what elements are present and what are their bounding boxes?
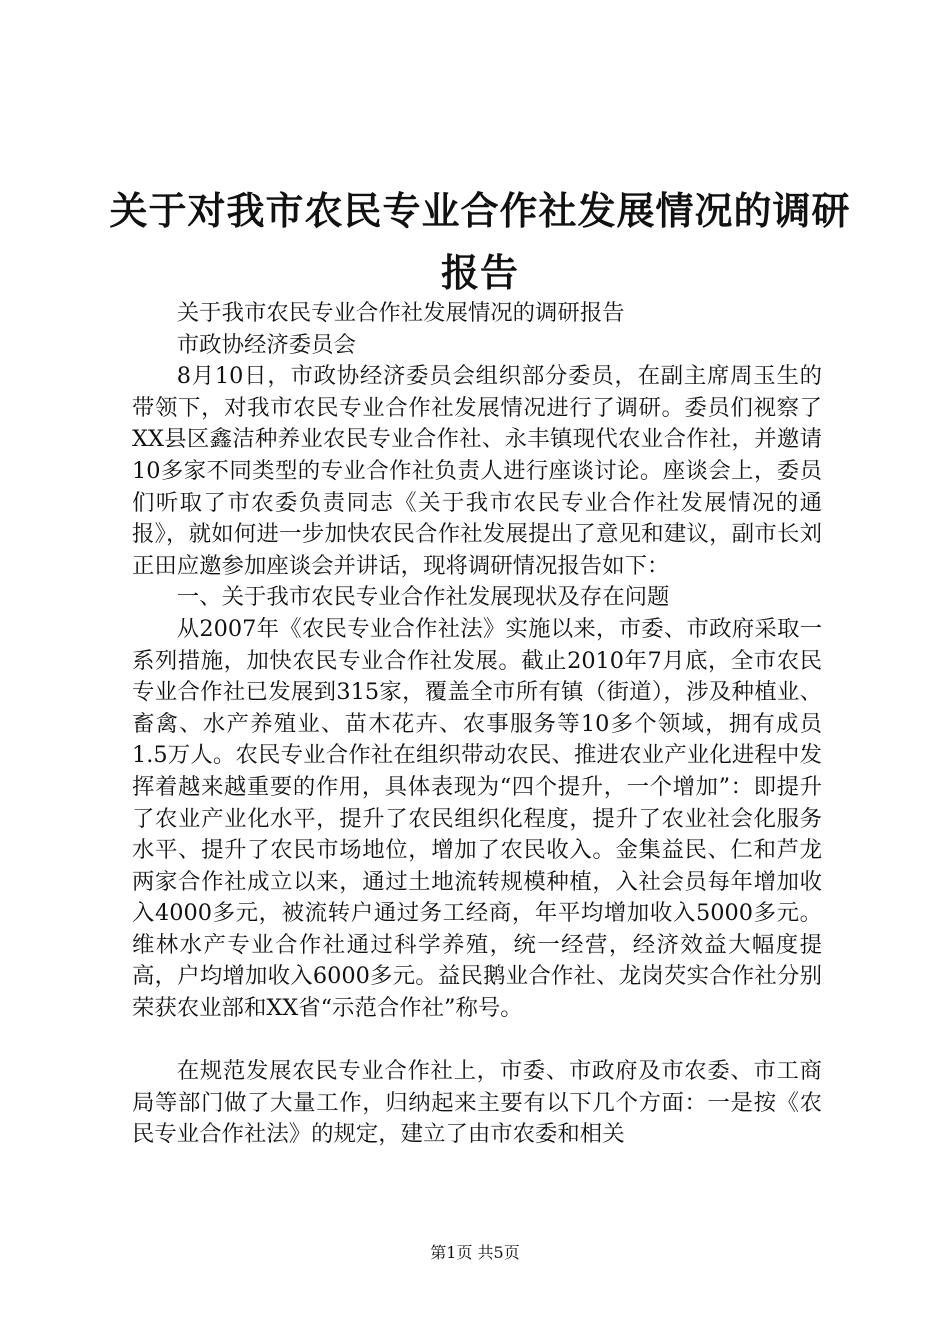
author-paragraph: 市政协经济委员会 <box>176 331 356 358</box>
page-number: 第1页 共5页 <box>430 1243 520 1262</box>
status-paragraph: 从2007年《农民专业合作社法》实施以来，市委、市政府采取一系列措施，加快农民专业合作社发展。截止2010年7月底，全市农民专业合作社已发展到315家，覆盖全市所有镇（街道），涉及种植业、畜禽、水产养殖业、苗木花卉、农事服务等10多个领域，拥有成员1.5万人。农民专业合作社在组织带动农民、推进农业产业化进程中发挥着越来越重要的作用，具体表现为“四个提升，一个增加”：即提升了农业产业化水平，提升了农民组织化程度，提升了农业社会化服务水平、提升了农民市场地位，增加了农民收入。金集益民、仁和芦龙两家合作社成立以来，通过土地流转规模种植，入社会员每年增加收入4000多元，被流转户通过务工经商，年平均增加收入5000多元。维林水产专业合作社通过科学养殖，统一经营，经济效益大幅度提高，户均增加收入6000多元。益民鹅业合作社、龙岗芡实合作社分别荣获农业部和XX省“示范合作社”称号。 <box>132 615 822 1022</box>
measures-paragraph: 在规范发展农民专业合作社上，市委、市政府及市农委、市工商局等部门做了大量工作，归纳起来主要有以下几个方面：一是按《农民专业合作社法》的规定，建立了由市农委和相关 <box>132 1058 822 1148</box>
subtitle-paragraph: 关于我市农民专业合作社发展情况的调研报告 <box>176 300 625 326</box>
intro-paragraph: 8月10日，市政协经济委员会组织部分委员，在副主席周玉生的带领下，对我市农民专业合作社发展情况进行了调研。委员们视察了XX县区鑫洁种养业农民专业合作社、永丰镇现代农业合作社，并邀请10多家不同类型的专业合作社负责人进行座谈讨论。座谈会上，委员们听取了市农委负责同志《关于我市农民专业合作社发展情况的通报》，就如何进一步加快农民合作社发展提出了意见和建议，副市长刘正田应邀参加座谈会并讲话，现将调研情况报告如下： <box>132 363 822 579</box>
document-title: 关于对我市农民专业合作社发展情况的调研报告 <box>109 189 851 295</box>
section-heading: 一、关于我市农民专业合作社发展现状及存在问题 <box>176 584 670 611</box>
document-body <box>132 298 822 1151</box>
